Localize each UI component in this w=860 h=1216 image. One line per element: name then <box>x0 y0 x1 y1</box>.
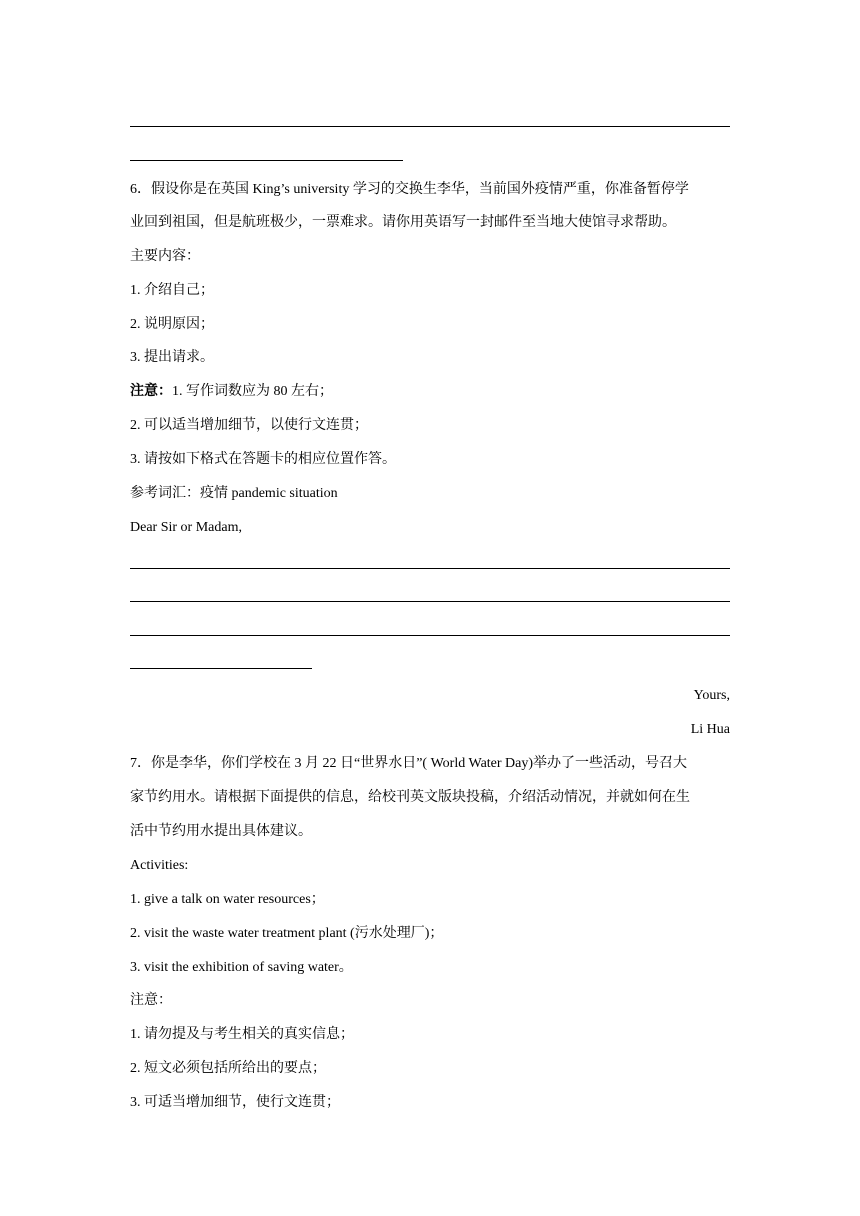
q7-activity: 1. give a talk on water resources； <box>130 892 325 907</box>
q7-activities-label: Activities: <box>130 858 189 873</box>
q6-notice-label: 注意： <box>130 384 172 399</box>
q6-notice-line <box>130 383 730 401</box>
answer-line <box>130 568 730 569</box>
q6-point: 2. 说明原因； <box>130 317 214 332</box>
q7-notice: 2. 短文必须包括所给出的要点； <box>130 1061 326 1076</box>
q7-prompt-line2: 家节约用水。请根据下面提供的信息，给校刊英文版块投稿，介绍活动情况，并就如何在生 <box>130 790 690 805</box>
q6-prompt-line2: 业回到祖国，但是航班极少，一票难求。请你用英语写一封邮件至当地大使馆寻求帮助。 <box>130 215 676 230</box>
q7-notice: 1. 请勿提及与考生相关的真实信息； <box>130 1027 354 1042</box>
q6-point: 1. 介绍自己； <box>130 283 214 298</box>
q6-notice-first: 1. 写作词数应为 80 左右； <box>172 384 333 399</box>
q6-vocab: 参考词汇：疫情 pandemic situation <box>130 486 338 501</box>
q6-main-content-label: 主要内容： <box>130 249 200 264</box>
answer-line <box>130 126 730 127</box>
answer-line <box>130 635 730 636</box>
q6-point: 3. 提出请求。 <box>130 350 214 365</box>
q6-salutation: Dear Sir or Madam, <box>130 520 242 535</box>
q6-notice: 2. 可以适当增加细节，以使行文连贯； <box>130 418 368 433</box>
q6-closing: Yours, <box>693 688 730 703</box>
answer-line <box>130 668 312 669</box>
q7-prompt-line1: 7．你是李华，你们学校在 3 月 22 日“世界水日”( World Water Day)举办了一些活动，号召大 <box>130 756 688 771</box>
q6-signature: Li Hua <box>690 722 730 737</box>
answer-line <box>130 160 403 161</box>
q7-notice-label: 注意： <box>130 993 172 1008</box>
q7-activity: 3. visit the exhibition of saving water。 <box>130 960 353 975</box>
q7-notice: 3. 可适当增加细节，使行文连贯； <box>130 1095 340 1110</box>
q6-prompt-line1: 6．假设你是在英国 King’s university 学习的交换生李华，当前国外疫情严重，你准备暂停学 <box>130 182 689 197</box>
answer-line <box>130 601 730 602</box>
q6-notice: 3. 请按如下格式在答题卡的相应位置作答。 <box>130 452 396 467</box>
q7-prompt-line3: 活中节约用水提出具体建议。 <box>130 824 312 839</box>
q7-activity: 2. visit the waste water treatment plant (污水处理厂)； <box>130 926 444 941</box>
